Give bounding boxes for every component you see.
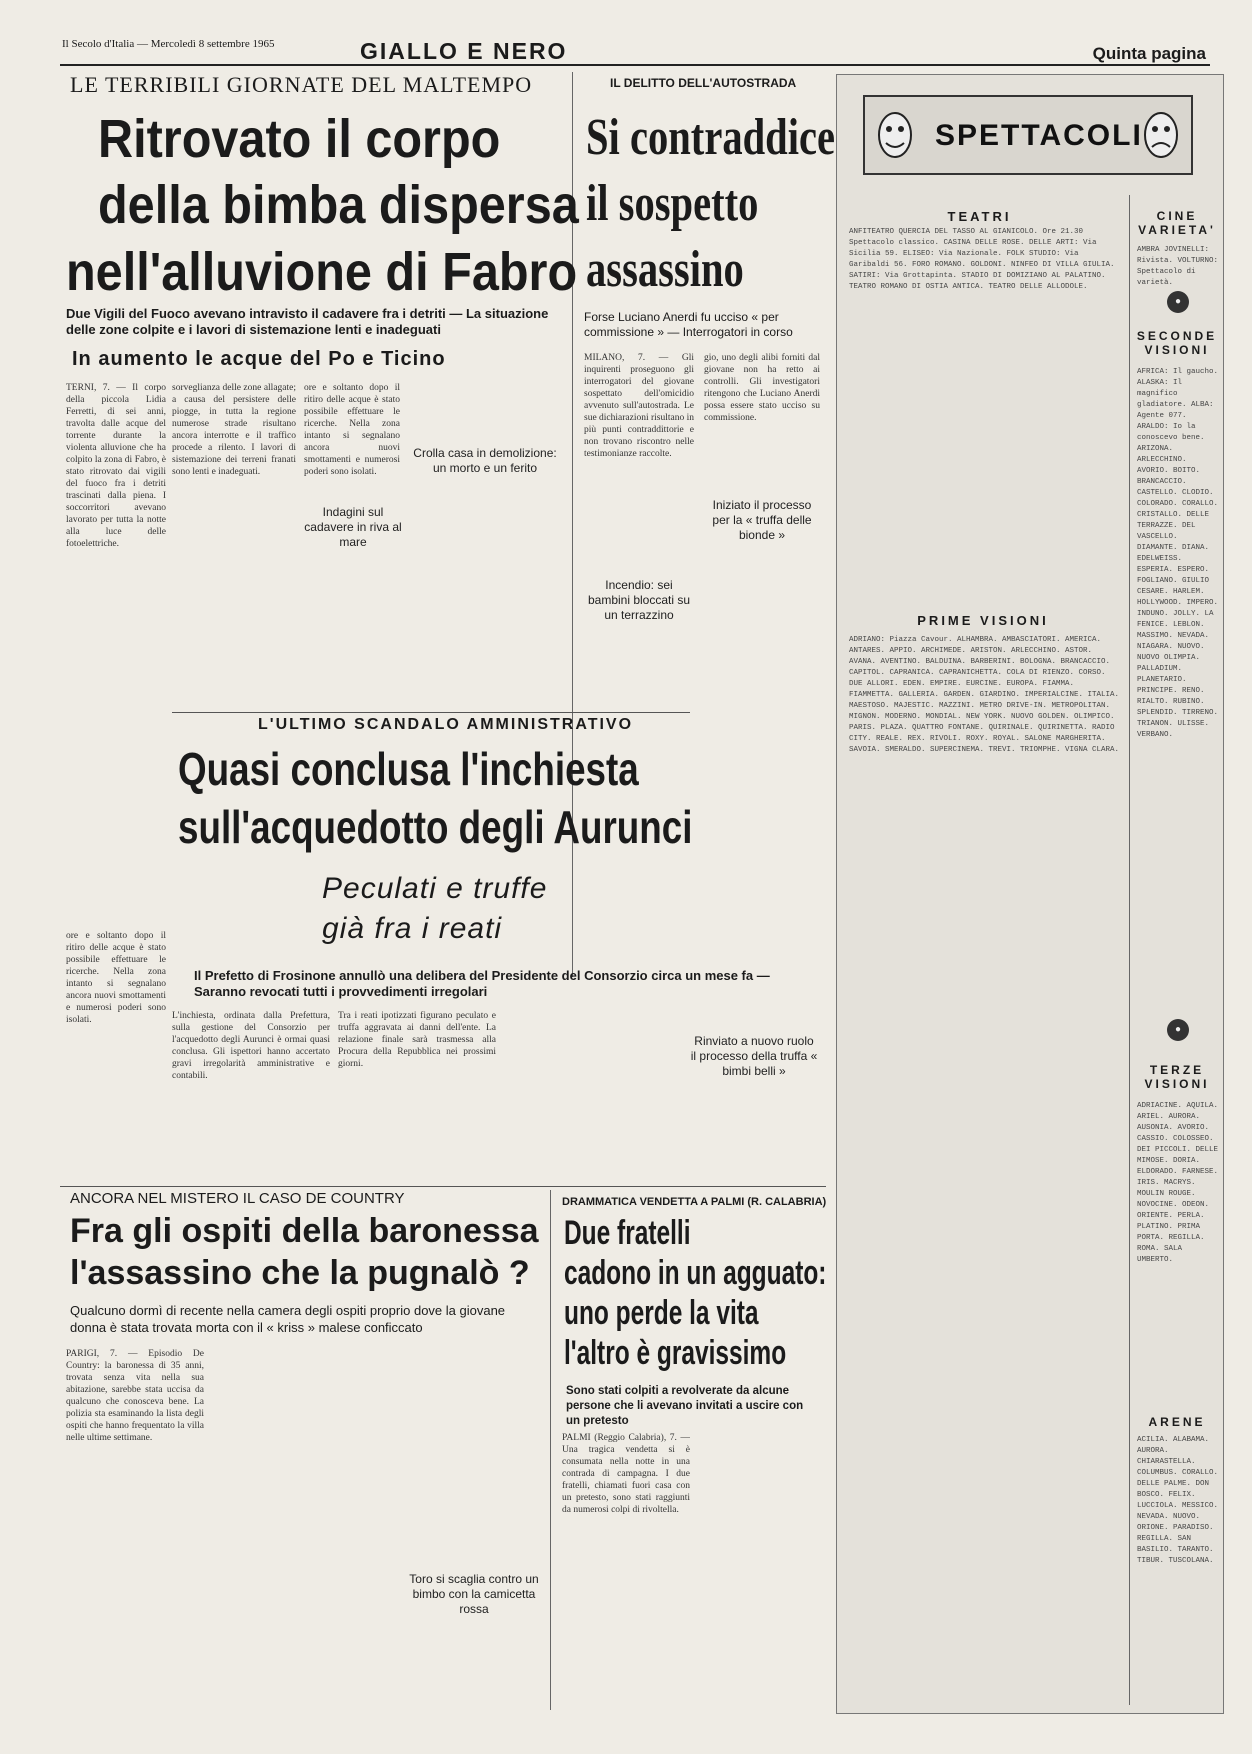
storm-body-continued: ore e soltanto dopo il ritiro delle acque è stato possibile effettuare le ricerche. Nella zona intanto si segnalano ancora nuovi smottamenti e numerosi poderi sono isolati. xyxy=(66,931,166,1025)
highway-col-2 xyxy=(704,352,820,472)
aqueduct-body-1: L'inchiesta, ordinata dalla Prefettura, sulla gestione del Consorzio per l'acquedotto degli Aurunci è ormai quasi conclusa. Gli ispettori hanno accertato gravi irregolarità amministrative e contabili. xyxy=(172,1011,330,1081)
highway-headline-1: Si contraddice xyxy=(586,109,835,166)
palmi-headline-1: Due fratelli xyxy=(564,1214,691,1252)
masthead-rule xyxy=(60,64,1210,66)
baroness-headline-2: l'assassino che la pugnalò ? xyxy=(70,1254,530,1292)
cine-varieta-list: AMBRA JOVINELLI: Rivista. VOLTURNO: Spettacolo di varietà. xyxy=(1137,246,1219,285)
storm-box-2-head: Indagini sul cadavere in riva al mare xyxy=(304,505,402,549)
aqueduct-subhead-1: Peculati e truffe xyxy=(322,872,548,905)
aqueduct-col-1 xyxy=(172,1010,330,1170)
palmi-headline-3: uno perde la vita xyxy=(564,1294,759,1332)
storm-col-continued xyxy=(66,930,166,1160)
baroness-headline-1: Fra gli ospiti della baronessa xyxy=(70,1212,539,1250)
seconde-visioni-list: AFRICA: Il gaucho. ALASKA: Il magnifico gladiatore. ALBA: Agente 077. ARALDO: Io la conoscevo bene. ARIZONA. ARLECCHINO. AVORIO. BOITO. BRANCACCIO. CASTELLO. CLODIO. COLORADO. CORALLO. CRISTALLO. DELLE TERRAZZE. DEL VASCELLO. DIAMANTE. DIANA. EDELWEISS. ESPERIA. ESPERO. FOGLIANO. GIULIO CESARE. HARLEM. HOLLYWOOD. IMPERO. INDUNO. JOLLY. LA FENICE. LEBLON. MASSIMO. NEVADA. NIAGARA. NUOVO. NUOVO OLIMPIA. PALLADIUM. PLANETARIO. PRINCIPE. RENO. RIALTO. RUBINO. SPLENDID. TIRRENO. TRIANON. ULISSE. VERBANO. xyxy=(1137,368,1219,739)
aqueduct-body-2: Tra i reati ipotizzati figurano peculato e truffa aggravata ai danni dell'ente. La relazione finale sarà trasmessa alla Procura della Repubblica nei prossimi giorni. xyxy=(338,1011,496,1069)
highway-body-2: gio, uno degli alibi forniti dal giovane non ha retto ai controlli. Gli investigatori ritengono che Luciano Anerdi possa essere stato ucciso su commissione. xyxy=(704,353,820,423)
arene-heading: ARENE xyxy=(1148,1415,1206,1429)
storm-kicker: LE TERRIBILI GIORNATE DEL MALTEMPO xyxy=(70,72,533,97)
storm-headline-2: della bimba dispersa xyxy=(98,175,579,235)
palmi-col-1 xyxy=(562,1432,690,1712)
arene-list: ACILIA. ALABAMA. AURORA. CHIARASTELLA. COLUMBUS. CORALLO. DELLE PALME. DON BOSCO. FELIX. LUCCIOLA. MESSICO. NEVADA. NUOVO. ORIONE. PARADISO. REGILLA. SAN BASILIO. TARANTO. TIBUR. TUSCOLANA. xyxy=(1137,1436,1219,1565)
palmi-subhead: Sono stati colpiti a revolverate da alcune persone che li avevano invitati a uscire con un pretesto xyxy=(566,1385,804,1427)
aqueduct-subhead-2: già fra i reati xyxy=(322,912,503,945)
storm-headline-3: nell'alluvione di Fabro xyxy=(66,242,578,302)
seconde-visioni-heading: SECONDE VISIONI xyxy=(1136,329,1218,357)
spettacoli-logo xyxy=(863,95,1193,175)
aqueduct-box-head: Rinviato a nuovo ruolo il processo della truffa « bimbi belli » xyxy=(690,1034,818,1078)
rating-badge-icon-2: ● xyxy=(1167,1019,1189,1041)
storm-body-3: ore e soltanto dopo il ritiro delle acque è stato possibile effettuare le ricerche. Nella zona intanto si segnalano ancora nuovi smottamenti e numerosi poderi sono isolati. xyxy=(304,383,400,477)
aqueduct-deck: Il Prefetto di Frosinone annullò una delibera del Presidente del Consorzio circa un mese fa — Saranno revocati tutti i provvedimenti irregolari xyxy=(194,968,770,999)
highway-col-1 xyxy=(584,352,694,472)
storm-subhead-2: In aumento le acque del Po e Ticino xyxy=(72,348,446,370)
spettacoli-sidebar xyxy=(836,74,1224,1714)
storm-col-2 xyxy=(172,382,296,682)
storm-body-2: sorveglianza delle zone allagate; a causa del persistere delle piogge, in tutta la regione numerose strade risultano ancora interrotte e il traffico procede a rilento. I lavori di sistemazione dei terreni franati sono lenti e inadeguati. xyxy=(172,383,296,477)
palmi-body-1: PALMI (Reggio Calabria), 7. — Una tragica vendetta si è consumata nella notte in una contrada di campagna. I due fratelli, chiamati fuori casa con un pretesto, sono stati raggiunti da numerosi colpi di rivoltella. xyxy=(562,1433,690,1515)
aqueduct-top-rule xyxy=(172,712,690,713)
palmi-headline-4: l'altro è gravissimo xyxy=(564,1334,787,1372)
baroness-box-head: Toro si scaglia contro un bimbo con la camicetta rossa xyxy=(409,1572,539,1616)
rating-badge-icon: ● xyxy=(1167,291,1189,313)
storm-headline-1: Ritrovato il corpo xyxy=(98,109,501,169)
palmi-headline-2: cadono in un agguato: xyxy=(564,1254,827,1292)
palmi-rule xyxy=(550,1190,551,1710)
theater-mask-left-icon xyxy=(873,107,917,167)
teatri-list: ANFITEATRO QUERCIA DEL TASSO AL GIANICOLO. Ore 21.30 Spettacolo classico. CASINA DELLE ROSE. DELLE ARTI: Via Sicilia 59. ELISEO: Via Nazionale. FOLK STUDIO: Via Garibaldi 56. FORO ROMANO. GOLDONI. NINFEO DI VILLA GIULIA. SATIRI: Via Grottapinta. STADIO DI DOMIZIANO AL PALATINO. TEATRO ROMANO DI OSTIA ANTICA. TEATRO DELLE ALLODOLE. xyxy=(849,228,1115,291)
highway-box-1-head: Iniziato il processo per la « truffa delle bionde » xyxy=(712,498,812,542)
page-name: Quinta pagina xyxy=(1092,44,1206,63)
highway-headline-3: assassino xyxy=(586,241,744,298)
baroness-col-1 xyxy=(66,1348,204,1713)
baroness-body-1: PARIGI, 7. — Episodio De Country: la baronessa di 35 anni, trovata senza vita nella sua abitazione, sarebbe stata uccisa da qualcuno che conosceva bene. La polizia sta esaminando la lista degli ospiti che hanno frequentato la villa nelle ultime settimane. xyxy=(66,1349,204,1443)
spettacoli-logo-text: SPETTACOLI xyxy=(935,119,1143,152)
highway-box-2-head: Incendio: sei bambini bloccati su un terrazzino xyxy=(587,578,691,622)
palmi-kicker: DRAMMATICA VENDETTA A PALMI (R. CALABRIA) xyxy=(562,1196,827,1208)
lower-rule xyxy=(60,1186,826,1187)
highway-body-1: MILANO, 7. — Gli inquirenti proseguono gli interrogatori del giovane sospettato dell'omicidio avvenuto sull'autostrada. Le sue dichiarazioni risultano in più punti contraddittorie e non trovano riscontro nelle testimonianze raccolte. xyxy=(584,353,694,459)
prime-visioni-heading: PRIME VISIONI xyxy=(917,613,1049,628)
highway-headline-2: il sospetto xyxy=(586,175,759,232)
baroness-subhead: Qualcuno dormì di recente nella camera degli ospiti proprio dove la giovane donna è stata trovata morta con il « kriss » malese conficcato xyxy=(70,1303,506,1335)
aqueduct-kicker: L'ULTIMO SCANDALO AMMINISTRATIVO xyxy=(258,716,634,733)
aqueduct-headline-2: sull'acquedotto degli Aurunci xyxy=(178,801,693,853)
highway-kicker: IL DELITTO DELL'AUTOSTRADA xyxy=(610,76,797,90)
prime-visioni-list: ADRIANO: Piazza Cavour. ALHAMBRA. AMBASCIATORI. AMERICA. ANTARES. APPIO. ARCHIMEDE. ARISTON. ARLECCHINO. ASTOR. AVANA. AVENTINO. BALDUINA. BARBERINI. BOLOGNA. BRANCACCIO. CAPITOL. CAPRANICA. CAPRANICHETTA. COLA DI RIENZO. CORSO. DUE ALLORI. EDEN. EMPIRE. EURCINE. EUROPA. FIAMMA. FIAMMETTA. GALLERIA. GARDEN. GIARDINO. IMPERIALCINE. ITALIA. MAESTOSO. MAJESTIC. MAZZINI. METRO DRIVE-IN. METROPOLITAN. MIGNON. MODERNO. MONDIAL. NEW YORK. NUOVO GOLDEN. OLIMPICO. PARIS. PLAZA. QUATTRO FONTANE. QUIRINALE. QUIRINETTA. RADIO CITY. REALE. REX. RIVOLI. ROXY. ROYAL. SALONE MARGHERITA. SAVOIA. SMERALDO. SUPERCINEMA. TREVI. TRIOMPHE. VIGNA CLARA. xyxy=(849,636,1120,754)
aqueduct-headline-1: Quasi conclusa l'inchiesta xyxy=(178,743,639,795)
storm-subhead: Due Vigili del Fuoco avevano intravisto il cadavere fra i detriti — La situazione delle zone colpite e i lavori di sistemazione lenti e inadeguati xyxy=(66,306,549,337)
baroness-kicker: ANCORA NEL MISTERO IL CASO DE COUNTRY xyxy=(70,1190,405,1207)
folio: Il Secolo d'Italia — Mercoledì 8 settembre 1965 xyxy=(62,38,275,50)
terze-visioni-list: ADRIACINE. AQUILA. ARIEL. AURORA. AUSONIA. AVORIO. CASSIO. COLOSSEO. DEI PICCOLI. DELLE MIMOSE. DORIA. ELDORADO. FARNESE. IRIS. MACRYS. MOULIN ROUGE. NOVOCINE. ODEON. ORIENTE. PERLA. PLATINO. PRIMA PORTA. REGILLA. ROMA. SALA UMBERTO. xyxy=(1137,1102,1219,1264)
storm-box-1-head: Crolla casa in demolizione: un morto e un ferito xyxy=(413,446,557,475)
storm-col-1 xyxy=(66,382,166,772)
storm-body-1: TERNI, 7. — Il corpo della piccola Lidia Ferretti, di sei anni, travolta dalle acque del torrente durante la violenta alluvione che ha colpito la zona di Fabro, è stato ritrovato dai vigili del fuoco fra i detriti trascinati dalla piena. I soccorritori avevano lavorato per tutta la notte alla luce delle fotoelettriche. xyxy=(66,383,166,549)
teatri-heading: TEATRI xyxy=(947,209,1012,224)
terze-visioni-heading: TERZE VISIONI xyxy=(1144,1063,1210,1091)
aqueduct-col-2 xyxy=(338,1010,496,1170)
cine-varieta-heading: CINE VARIETA' xyxy=(1138,209,1216,237)
theater-mask-right-icon xyxy=(1139,107,1183,167)
sidebar-col-rule xyxy=(1129,195,1130,1705)
section-title: GIALLO E NERO xyxy=(360,38,568,64)
highway-subhead: Forse Luciano Anerdi fu ucciso « per commissione » — Interrogatori in corso xyxy=(584,310,793,339)
